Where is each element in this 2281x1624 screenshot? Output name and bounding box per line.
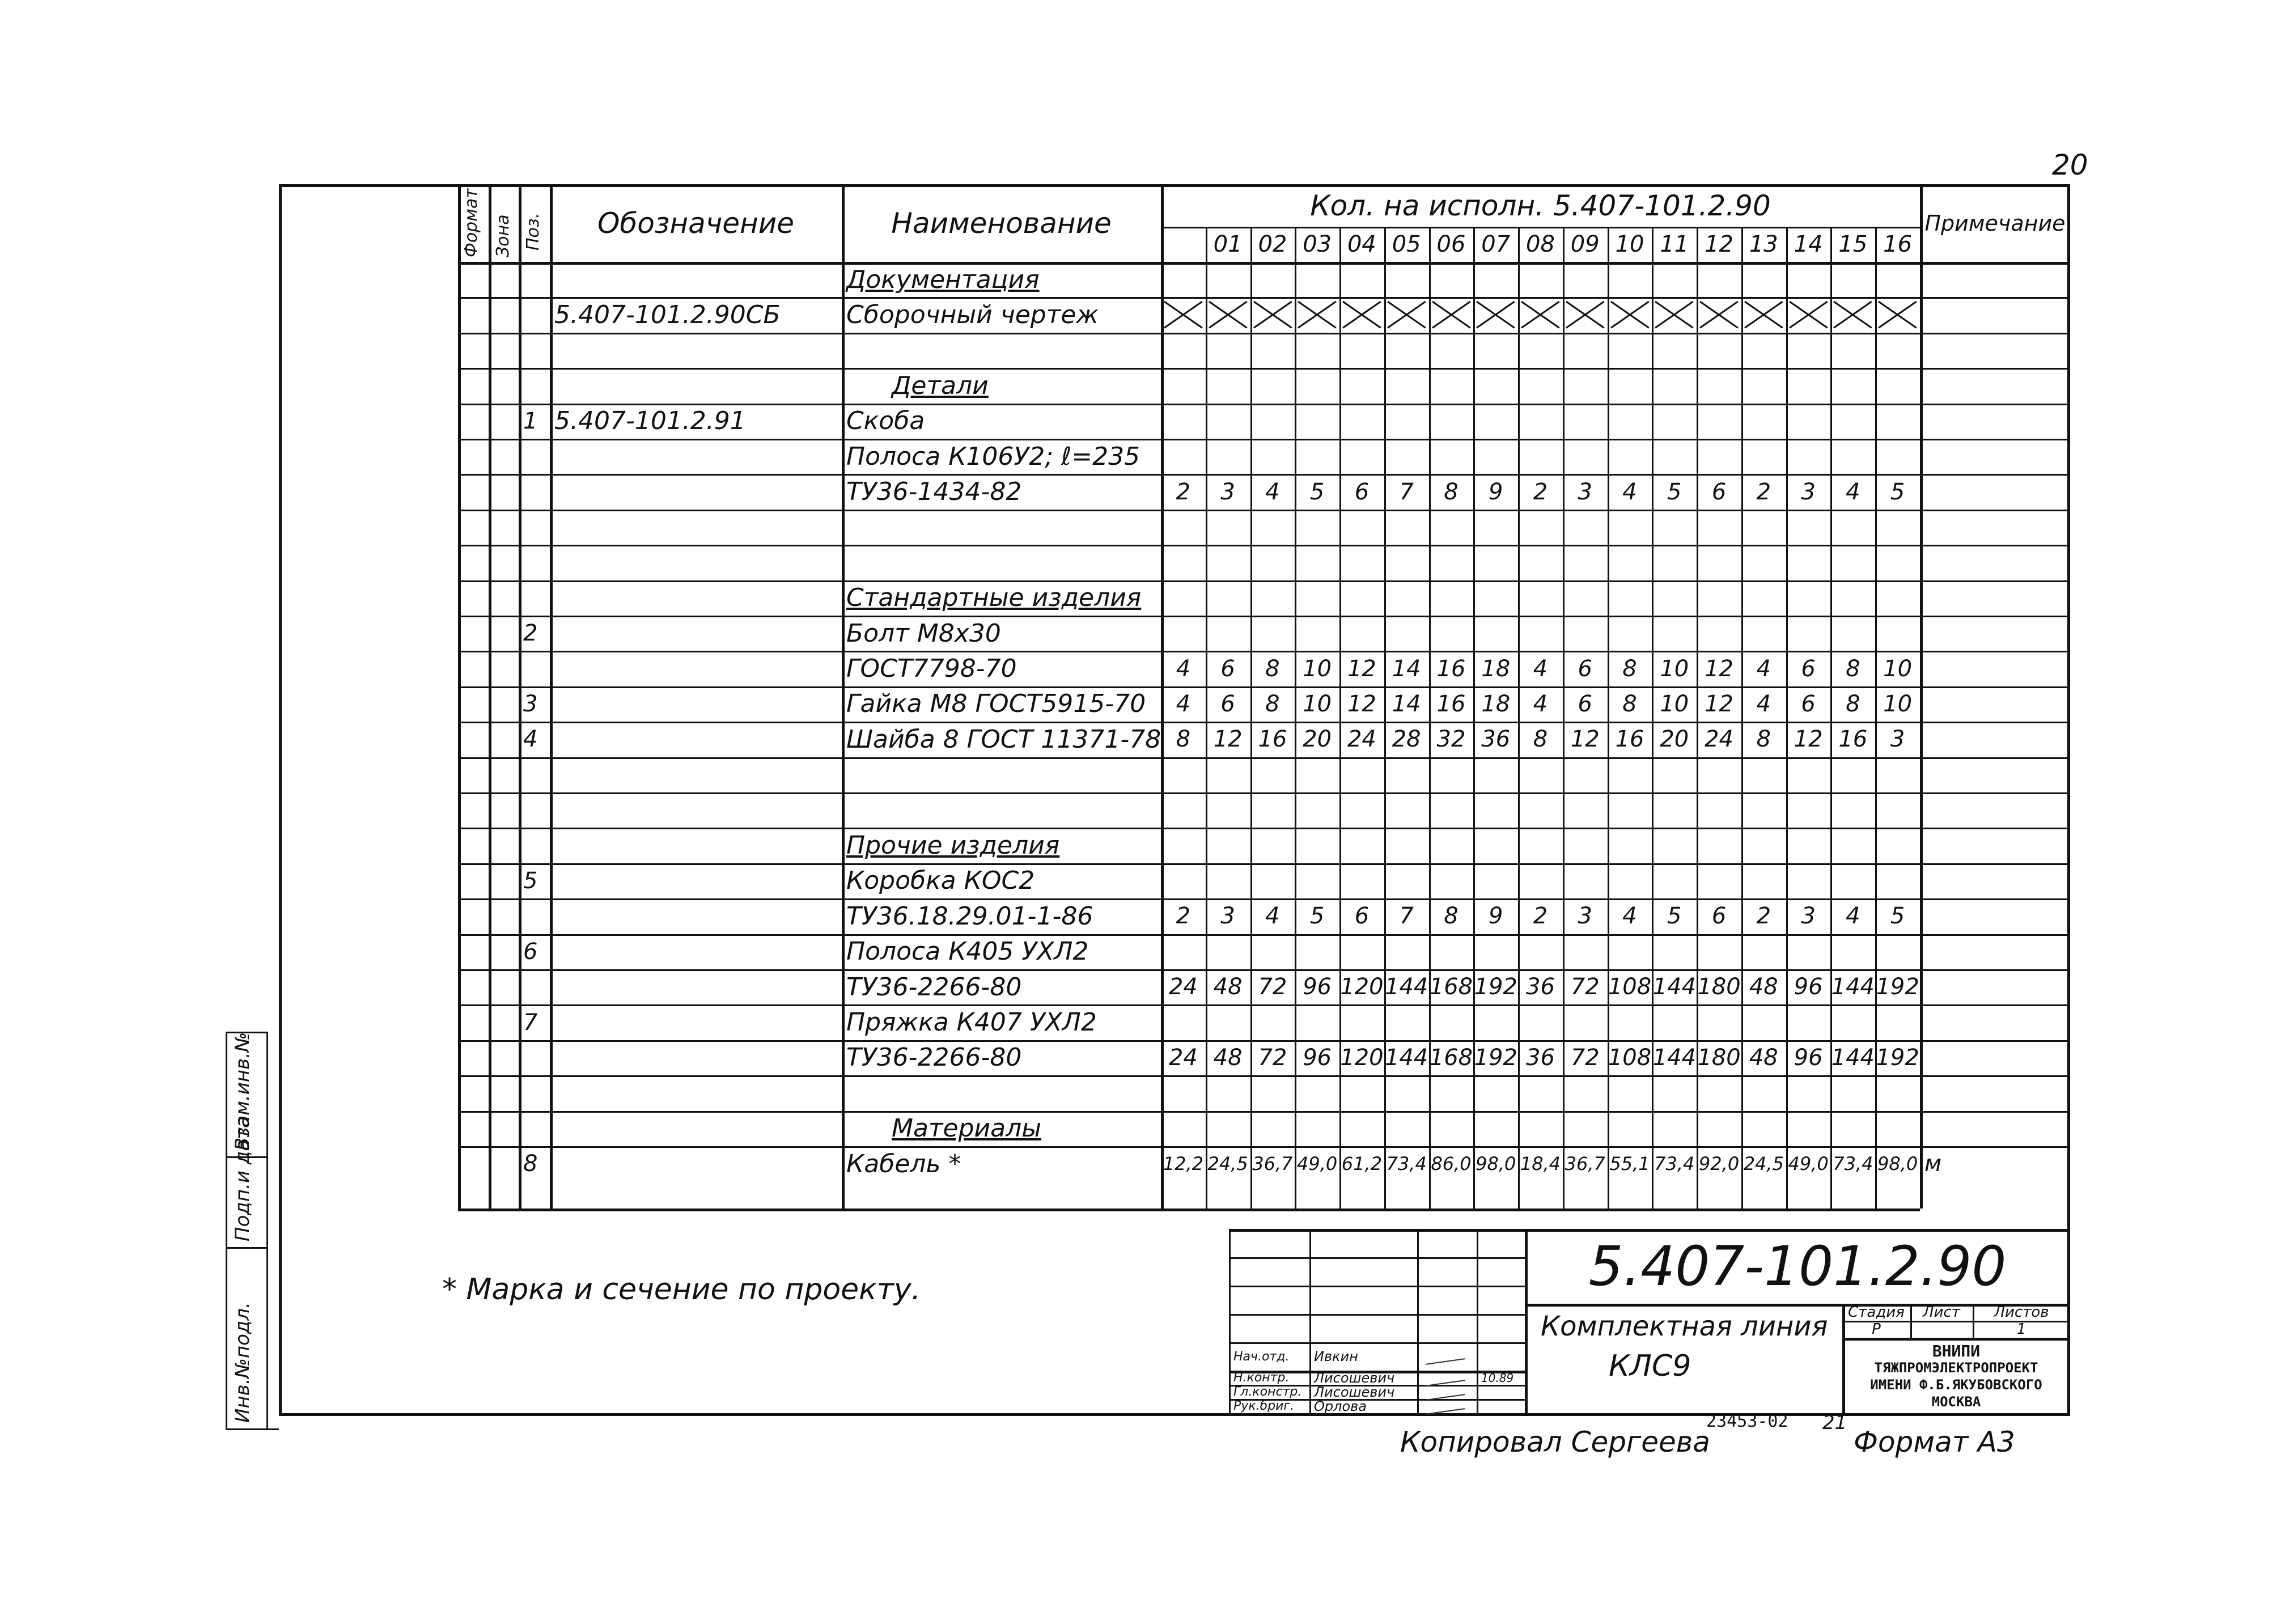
position-cell: 7 — [523, 1009, 538, 1036]
name-cell: ТУ36-2266-80 — [846, 1043, 1022, 1072]
table-row — [458, 1004, 2070, 1040]
drawing-frame-bottom — [279, 1413, 2070, 1416]
signature-name: Орлова — [1314, 1399, 1367, 1413]
quantity-cell: 10 — [1883, 690, 1913, 717]
quantity-cell: 20 — [1303, 726, 1332, 753]
variant-header: 14 — [1794, 231, 1823, 257]
quantity-cell: 12 — [1705, 690, 1733, 717]
quantity-cell: 180 — [1697, 974, 1741, 1000]
variant-header: 05 — [1392, 231, 1421, 257]
cross-mark — [1253, 300, 1293, 329]
quantity-cell: 16 — [1258, 726, 1287, 753]
quantity-cell: 92,0 — [1698, 1153, 1740, 1175]
sheets-value: 1 — [2016, 1321, 2026, 1338]
quantity-cell: 2 — [1533, 478, 1548, 505]
quantity-cell: 18 — [1481, 690, 1511, 717]
quantity-cell: 8 — [1265, 655, 1280, 682]
cross-mark — [1654, 300, 1694, 329]
quantity-cell: 3 — [1890, 726, 1905, 753]
binding-line — [226, 1032, 227, 1428]
organization-line: ТЯЖПРОМЭЛЕКТРОПРОЕКТ — [1874, 1360, 2038, 1376]
position-cell: 4 — [523, 726, 538, 753]
organization-line: МОСКВА — [1931, 1394, 1981, 1410]
quantity-cell: 144 — [1831, 974, 1875, 1000]
variant-header: 09 — [1570, 231, 1600, 257]
quantity-cell: 6 — [1801, 655, 1816, 682]
quantity-cell: 16 — [1838, 726, 1868, 753]
quantity-cell: 3 — [1578, 478, 1592, 505]
position-cell: 5 — [523, 867, 538, 894]
table-row — [458, 545, 2070, 580]
copied-by: Копировал Сергеева — [1400, 1426, 1710, 1458]
quantity-cell: 144 — [1652, 974, 1696, 1000]
quantity-cell: 24,5 — [1743, 1153, 1784, 1175]
replace-inv-label: Взам.инв.№ — [231, 1032, 254, 1151]
variant-header: 01 — [1213, 231, 1243, 257]
quantity-cell: 4 — [1265, 478, 1280, 505]
name-cell: Коробка КОС2 — [846, 866, 1035, 896]
quantity-cell: 8 — [1265, 690, 1280, 717]
name-cell: Пряжка К407 УХЛ2 — [846, 1008, 1097, 1037]
organization-line: ИМЕНИ Ф.Б.ЯКУБОВСКОГО — [1870, 1377, 2042, 1393]
name-cell: ГОСТ7798-70 — [846, 654, 1017, 684]
quantity-cell: 5 — [1309, 903, 1325, 930]
binding-line — [226, 1428, 279, 1430]
quantity-header: Кол. на исполн. 5.407-101.2.90 — [1310, 189, 1771, 222]
product-code: КЛС9 — [1609, 1349, 1691, 1383]
quantity-cell: 96 — [1794, 974, 1823, 1000]
quantity-cell: 192 — [1876, 1044, 1919, 1071]
quantity-cell: 36 — [1526, 1044, 1555, 1071]
quantity-cell: 12 — [1347, 655, 1376, 682]
cross-mark — [1833, 300, 1873, 329]
quantity-cell: 96 — [1794, 1044, 1823, 1071]
binding-line — [226, 1247, 266, 1249]
signature-role: Рук.бриг. — [1233, 1399, 1294, 1413]
name-cell: Гайка М8 ГОСТ5915-70 — [846, 689, 1146, 719]
variant-header: 04 — [1347, 231, 1376, 257]
name-header: Наименование — [891, 206, 1112, 240]
quantity-cell: 5 — [1890, 478, 1905, 505]
quantity-cell: 48 — [1213, 974, 1243, 1000]
quantity-cell: 24,5 — [1207, 1153, 1248, 1175]
signature-name: Лисошевич — [1314, 1385, 1395, 1399]
name-cell: Скоба — [846, 406, 925, 436]
table-row — [458, 863, 2070, 898]
cross-mark — [1744, 300, 1784, 329]
quantity-cell: 192 — [1876, 974, 1919, 1000]
quantity-cell: 73,4 — [1833, 1153, 1873, 1175]
table-row — [458, 510, 2070, 545]
quantity-cell: 12 — [1705, 655, 1733, 682]
binding-line — [266, 1032, 268, 1428]
quantity-cell: 48 — [1749, 974, 1778, 1000]
zone: Зона — [493, 214, 513, 257]
position-cell: 8 — [523, 1151, 538, 1177]
table-row — [458, 1075, 2070, 1110]
quantity-cell: 4 — [1533, 655, 1548, 682]
cross-mark — [1297, 300, 1337, 329]
quantity-cell: 61,2 — [1341, 1153, 1383, 1175]
quantity-cell: 96 — [1303, 1044, 1332, 1071]
quantity-cell: 4 — [1622, 903, 1637, 930]
section-heading: Материалы — [892, 1114, 1041, 1143]
variant-header: 10 — [1615, 231, 1644, 257]
quantity-cell: 14 — [1392, 690, 1421, 717]
archive-number: 23453-02 — [1706, 1411, 1788, 1431]
quantity-cell: 5 — [1667, 478, 1682, 505]
quantity-cell: 55,1 — [1609, 1153, 1650, 1175]
page-reference: 21 — [1822, 1411, 1847, 1434]
quantity-cell: 108 — [1608, 1044, 1652, 1071]
name-cell: Шайба 8 ГОСТ 11371-78 — [846, 724, 1161, 754]
quantity-cell: 4 — [1176, 655, 1191, 682]
document-code: 5.407-101.2.90 — [1588, 1235, 2007, 1298]
inv-orig-label: Инв.№подл. — [231, 1302, 254, 1423]
quantity-cell: 98,0 — [1877, 1153, 1918, 1175]
signature-date: 10.89 — [1481, 1371, 1514, 1385]
quantity-cell: 24 — [1168, 1044, 1198, 1071]
sign-date-label: Подп.и дата — [231, 1116, 254, 1241]
table-row — [458, 439, 2070, 474]
quantity-cell: 98,0 — [1476, 1153, 1516, 1175]
quantity-cell: 72 — [1570, 974, 1600, 1000]
cross-mark — [1342, 300, 1382, 329]
quantity-cell: 4 — [1756, 655, 1771, 682]
quantity-cell: 2 — [1756, 903, 1771, 930]
variant-header: 03 — [1303, 231, 1332, 257]
quantity-cell: 144 — [1652, 1044, 1696, 1071]
quantity-cell: 24 — [1705, 726, 1733, 753]
format-label: Формат А3 — [1854, 1426, 2015, 1458]
name-cell: Сборочный чертеж — [846, 300, 1099, 330]
quantity-cell: 96 — [1303, 974, 1332, 1000]
table-row — [458, 580, 2070, 616]
quantity-cell: 120 — [1340, 1044, 1384, 1071]
quantity-cell: 36,7 — [1252, 1153, 1293, 1175]
quantity-cell: 14 — [1392, 655, 1421, 682]
quantity-cell: 2 — [1176, 478, 1191, 505]
quantity-cell: 6 — [1711, 903, 1727, 930]
designation-header: Обозначение — [597, 206, 794, 240]
quantity-cell: 16 — [1436, 690, 1466, 717]
name-cell: Кабель * — [846, 1149, 961, 1178]
quantity-cell: 8 — [1176, 726, 1191, 753]
quantity-cell: 6 — [1801, 690, 1816, 717]
quantity-cell: 8 — [1756, 726, 1771, 753]
quantity-cell: 18,4 — [1520, 1153, 1561, 1175]
quantity-cell: 12,2 — [1163, 1153, 1203, 1175]
quantity-cell: 18 — [1481, 655, 1511, 682]
quantity-cell: 24 — [1347, 726, 1376, 753]
table-row — [458, 792, 2070, 828]
signature-role: Нач.отд. — [1233, 1349, 1290, 1364]
quantity-cell: 4 — [1622, 478, 1637, 505]
quantity-cell: 16 — [1436, 655, 1466, 682]
table-row — [458, 934, 2070, 969]
table-row — [458, 616, 2070, 651]
quantity-cell: 7 — [1399, 478, 1414, 505]
quantity-cell: 168 — [1429, 1044, 1473, 1071]
quantity-cell: 144 — [1385, 1044, 1428, 1071]
quantity-cell: 73,4 — [1386, 1153, 1427, 1175]
quantity-cell: 9 — [1488, 903, 1503, 930]
name-cell: Болт М8х30 — [846, 618, 1001, 648]
cross-mark — [1431, 300, 1472, 329]
quantity-cell: 5 — [1890, 903, 1905, 930]
quantity-cell: 24 — [1168, 974, 1198, 1000]
signature-name: Ивкин — [1314, 1349, 1358, 1364]
quantity-cell: 49,0 — [1788, 1153, 1829, 1175]
quantity-cell: 36 — [1526, 974, 1555, 1000]
cross-mark — [1699, 300, 1739, 329]
quantity-cell: 4 — [1846, 903, 1860, 930]
cross-mark — [1610, 300, 1650, 329]
name-cell: ТУ36-2266-80 — [846, 972, 1022, 1002]
quantity-cell: 10 — [1883, 655, 1913, 682]
quantity-cell: 12 — [1347, 690, 1376, 717]
quantity-cell: 48 — [1749, 1044, 1778, 1071]
quantity-cell: 3 — [1578, 903, 1592, 930]
quantity-cell: 6 — [1220, 655, 1235, 682]
quantity-cell: 3 — [1801, 903, 1816, 930]
table-row — [458, 262, 2070, 297]
footnote: * Марка и сечение по проекту. — [442, 1273, 921, 1307]
table-row — [458, 1111, 2070, 1146]
title-block-line — [1842, 1338, 2070, 1341]
quantity-cell: 73,4 — [1654, 1153, 1695, 1175]
cross-mark — [1520, 300, 1561, 329]
quantity-cell: 6 — [1354, 903, 1370, 930]
title-block-line — [1229, 1257, 1525, 1259]
quantity-cell: 4 — [1176, 690, 1191, 717]
quantity-cell: 120 — [1340, 974, 1384, 1000]
quantity-cell: 6 — [1711, 478, 1727, 505]
cross-mark — [1208, 300, 1248, 329]
quantity-cell: 108 — [1608, 974, 1652, 1000]
cross-mark — [1565, 300, 1605, 329]
organization-line: ВНИПИ — [1932, 1342, 1981, 1359]
signature-role: Гл.констр. — [1233, 1385, 1302, 1399]
cross-mark — [1877, 300, 1918, 329]
table-row — [458, 757, 2070, 792]
quantity-cell: 28 — [1392, 726, 1421, 753]
quantity-cell: 168 — [1429, 974, 1473, 1000]
quantity-cell: 12 — [1213, 726, 1243, 753]
note-cell: м — [1924, 1151, 1942, 1177]
grid-line — [458, 1209, 1920, 1211]
signature-role: Н.контр. — [1233, 1371, 1290, 1385]
quantity-cell: 4 — [1756, 690, 1771, 717]
cross-mark — [1387, 300, 1427, 329]
quantity-cell: 36 — [1481, 726, 1511, 753]
quantity-cell: 72 — [1258, 974, 1287, 1000]
designation-cell: 5.407-101.2.90СБ — [554, 300, 781, 330]
designation-cell: 5.407-101.2.91 — [554, 406, 746, 436]
quantity-cell: 7 — [1399, 903, 1414, 930]
signature-name: Лисошевич — [1314, 1371, 1395, 1385]
quantity-cell: 2 — [1533, 903, 1548, 930]
quantity-cell: 72 — [1570, 1044, 1600, 1071]
quantity-cell: 6 — [1578, 690, 1592, 717]
section-heading: Документация — [846, 265, 1040, 294]
variant-header: 15 — [1838, 231, 1868, 257]
quantity-cell: 6 — [1578, 655, 1592, 682]
quantity-cell: 192 — [1474, 1044, 1517, 1071]
quantity-cell: 6 — [1220, 690, 1235, 717]
page-number: 20 — [2052, 149, 2088, 181]
quantity-cell: 180 — [1697, 1044, 1741, 1071]
quantity-cell: 2 — [1756, 478, 1771, 505]
quantity-cell: 8 — [1533, 726, 1548, 753]
section-heading: Детали — [892, 371, 989, 400]
product-title: Комплектная линия — [1541, 1311, 1828, 1342]
pos: Поз. — [523, 213, 543, 251]
variant-header: 02 — [1258, 231, 1287, 257]
quantity-cell: 8 — [1622, 655, 1637, 682]
quantity-cell: 8 — [1444, 478, 1459, 505]
quantity-cell: 3 — [1801, 478, 1816, 505]
quantity-cell: 10 — [1303, 690, 1332, 717]
quantity-cell: 9 — [1488, 478, 1503, 505]
cross-mark — [1163, 300, 1203, 329]
quantity-cell: 16 — [1615, 726, 1644, 753]
quantity-cell: 4 — [1846, 478, 1860, 505]
section-heading: Стандартные изделия — [846, 583, 1142, 613]
variant-header: 11 — [1660, 231, 1689, 257]
quantity-cell: 12 — [1570, 726, 1600, 753]
quantity-cell: 86,0 — [1431, 1153, 1472, 1175]
quantity-cell: 144 — [1831, 1044, 1875, 1071]
name-cell: Полоса К405 УХЛ2 — [846, 937, 1089, 966]
quantity-cell: 6 — [1354, 478, 1370, 505]
section-heading: Прочие изделия — [846, 831, 1060, 860]
table-row — [458, 333, 2070, 368]
quantity-cell: 10 — [1660, 690, 1689, 717]
name-cell: ТУ36-1434-82 — [846, 477, 1022, 507]
cross-mark — [1788, 300, 1829, 329]
variant-header: 08 — [1526, 231, 1555, 257]
quantity-cell: 4 — [1265, 903, 1280, 930]
position-cell: 3 — [523, 690, 538, 717]
title-block-line — [1229, 1314, 1525, 1316]
position-cell: 6 — [523, 938, 538, 965]
quantity-cell: 8 — [1444, 903, 1459, 930]
variant-header: 16 — [1883, 231, 1913, 257]
quantity-cell: 5 — [1309, 478, 1325, 505]
quantity-cell: 144 — [1385, 974, 1428, 1000]
sheet-label: Лист — [1923, 1304, 1960, 1321]
cross-mark — [1476, 300, 1516, 329]
table-row — [458, 828, 2070, 863]
variant-header: 12 — [1705, 231, 1733, 257]
quantity-cell: 72 — [1258, 1044, 1287, 1071]
quantity-cell: 36,7 — [1565, 1153, 1605, 1175]
variant-header: 13 — [1749, 231, 1778, 257]
quantity-cell: 8 — [1846, 690, 1860, 717]
quantity-cell: 32 — [1436, 726, 1466, 753]
format: Формат — [461, 188, 481, 257]
quantity-cell: 48 — [1213, 1044, 1243, 1071]
quantity-cell: 20 — [1660, 726, 1689, 753]
quantity-cell: 8 — [1622, 690, 1637, 717]
quantity-cell: 10 — [1303, 655, 1332, 682]
sheets-label: Листов — [1994, 1304, 2049, 1321]
quantity-cell: 12 — [1794, 726, 1823, 753]
quantity-cell: 4 — [1533, 690, 1548, 717]
quantity-cell: 5 — [1667, 903, 1682, 930]
name-cell: Полоса К106У2; ℓ=235 — [846, 442, 1140, 471]
title-block-line — [1229, 1286, 1525, 1287]
quantity-cell: 49,0 — [1297, 1153, 1338, 1175]
quantity-cell: 2 — [1176, 903, 1191, 930]
quantity-cell: 8 — [1846, 655, 1860, 682]
table-row — [458, 368, 2070, 403]
variant-header: 06 — [1436, 231, 1466, 257]
stage-value: Р — [1872, 1321, 1881, 1338]
quantity-cell: 10 — [1660, 655, 1689, 682]
position-cell: 2 — [523, 620, 538, 647]
note-header: Примечание — [1924, 210, 2066, 236]
quantity-cell: 3 — [1220, 478, 1235, 505]
name-cell: ТУ36.18.29.01-1-86 — [846, 901, 1093, 931]
quantity-cell: 3 — [1220, 903, 1235, 930]
stage-label: Стадия — [1848, 1304, 1905, 1321]
variant-header: 07 — [1481, 231, 1511, 257]
position-cell: 1 — [523, 408, 538, 434]
quantity-cell: 192 — [1474, 974, 1517, 1000]
